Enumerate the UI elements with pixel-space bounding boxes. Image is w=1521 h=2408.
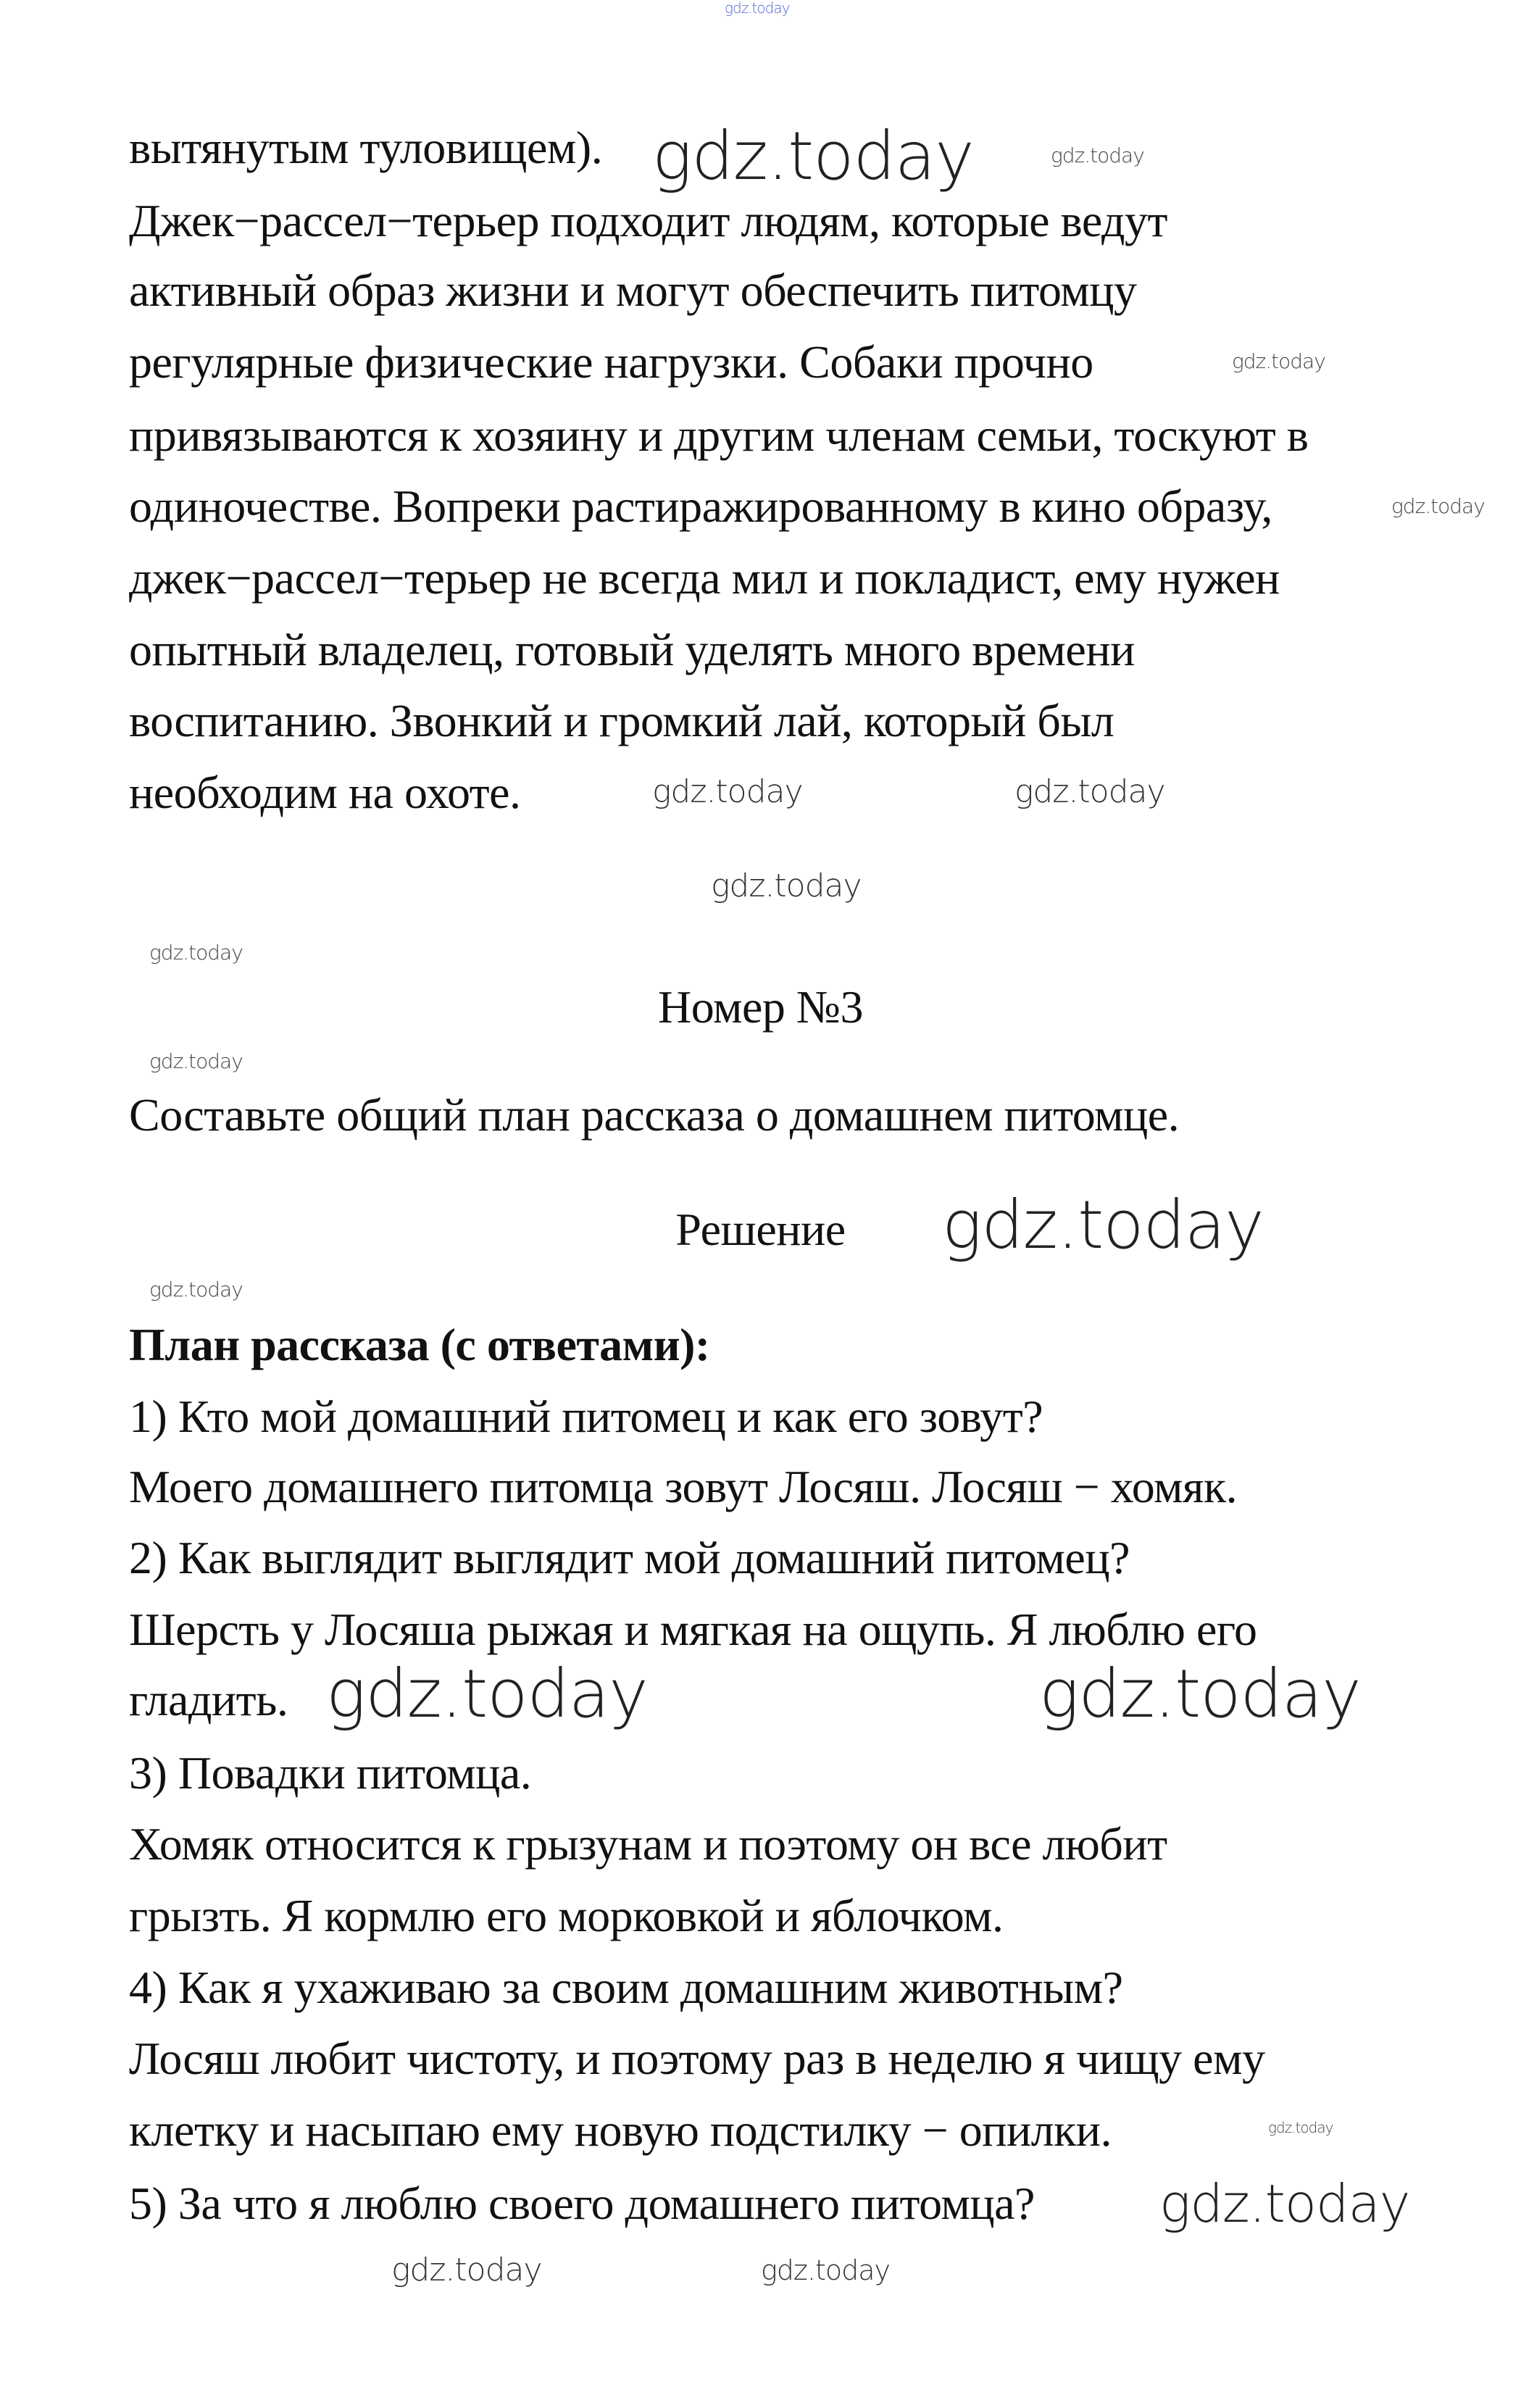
watermark: gdz.today xyxy=(1391,494,1485,518)
watermark: gdz.today xyxy=(149,1278,243,1301)
text-line: Джек−рассел−терьер подходит людям, которые ведут xyxy=(129,195,1167,246)
plan-line: 2) Как выглядит выглядит мой домашний питомец? xyxy=(129,1532,1130,1583)
task-question: Составьте общий план рассказа о домашнем питомце. xyxy=(129,1089,1180,1141)
watermark: gdz.today xyxy=(652,117,974,195)
watermark: gdz.today xyxy=(942,1186,1264,1264)
plan-line: клетку и насыпаю ему новую подстилку − опилки. xyxy=(129,2104,1112,2156)
plan-line: грызть. Я кормлю его морковкой и яблочком. xyxy=(129,1890,1004,1941)
plan-line: Лосяш любит чистоту, и поэтому раз в неделю я чищу ему xyxy=(129,2033,1265,2084)
watermark: gdz.today xyxy=(1268,2119,1333,2136)
watermark: gdz.today xyxy=(1039,1655,1361,1733)
watermark: gdz.today xyxy=(1159,2173,1410,2234)
plan-line: Хомяк относится к грызунам и поэтому он все любит xyxy=(129,1818,1167,1870)
plan-line: 1) Кто мой домашний питомец и как его зовут? xyxy=(129,1391,1043,1442)
watermark: gdz.today xyxy=(652,773,803,810)
task-number-title: Номер №3 xyxy=(658,981,863,1033)
watermark: gdz.today xyxy=(391,2251,542,2288)
plan-line: Моего домашнего питомца зовут Лосяш. Лосяш − хомяк. xyxy=(129,1461,1238,1512)
watermark: gdz.today xyxy=(149,941,243,965)
watermark: gdz.today xyxy=(1232,349,1325,373)
plan-line: 5) За что я люблю своего домашнего питомца? xyxy=(129,2178,1035,2229)
plan-heading: План рассказа (с ответами): xyxy=(129,1319,710,1370)
watermark: gdz.today xyxy=(711,867,862,904)
plan-line: 4) Как я ухаживаю за своим домашним животным? xyxy=(129,1962,1123,2013)
text-line: опытный владелец, готовый уделять много времени xyxy=(129,624,1135,675)
text-line: воспитанию. Звонкий и громкий лай, который был xyxy=(129,695,1114,746)
text-line: активный образ жизни и могут обеспечить питомцу xyxy=(129,264,1137,316)
watermark: gdz.today xyxy=(761,2254,890,2286)
text-line: регулярные физические нагрузки. Собаки прочно xyxy=(129,336,1093,388)
watermark: gdz.today xyxy=(149,1049,243,1073)
text-line: одиночестве. Вопреки растиражированному в кино образу, xyxy=(129,480,1272,532)
watermark: gdz.today xyxy=(326,1655,648,1733)
text-line: необходим на охоте. xyxy=(129,767,521,818)
text-line: вытянутым туловищем). xyxy=(129,122,603,173)
plan-line: гладить. xyxy=(129,1674,288,1725)
solution-title: Решение xyxy=(675,1204,846,1255)
watermark: gdz.today xyxy=(725,0,790,17)
watermark: gdz.today xyxy=(1051,143,1144,167)
plan-line: 3) Повадки питомца. xyxy=(129,1747,532,1799)
text-line: привязываются к хозяину и другим членам семьи, тоскуют в xyxy=(129,409,1309,461)
plan-line: Шерсть у Лосяша рыжая и мягкая на ощупь. Я люблю его xyxy=(129,1604,1257,1655)
text-line: джек−рассел−терьер не всегда мил и покладист, ему нужен xyxy=(129,552,1280,604)
watermark: gdz.today xyxy=(1014,773,1165,810)
